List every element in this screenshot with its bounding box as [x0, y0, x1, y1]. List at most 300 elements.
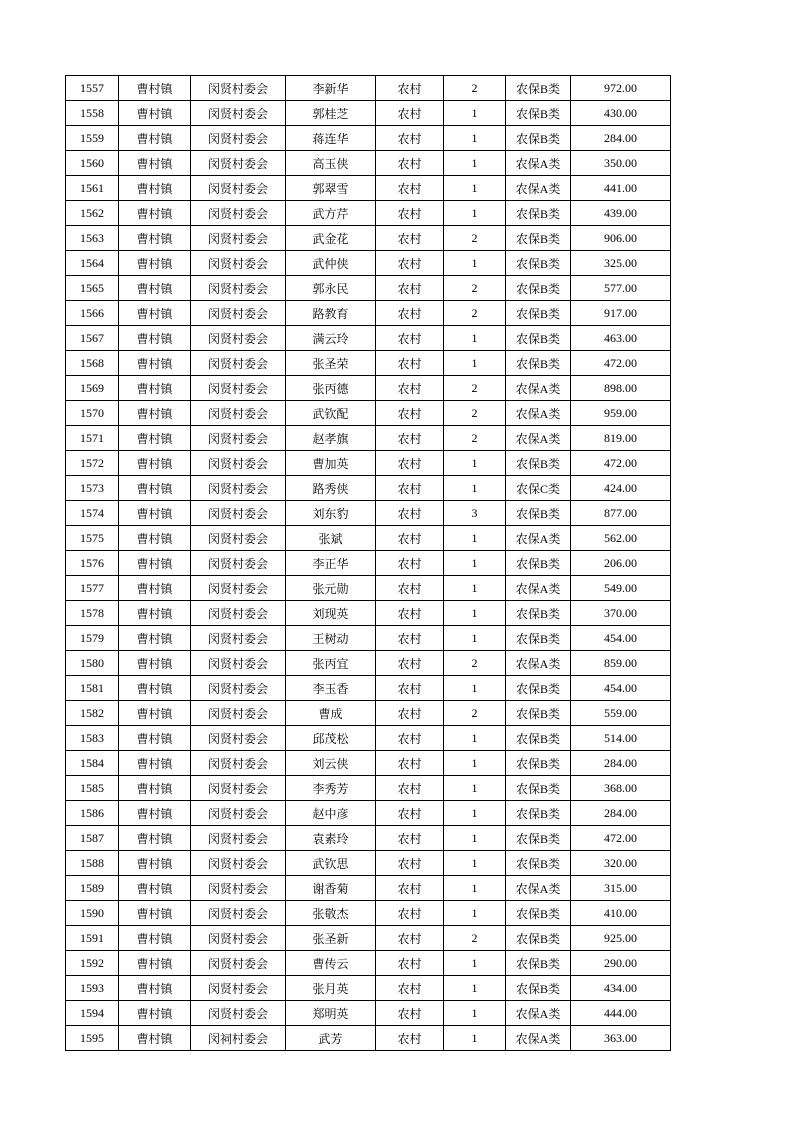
cell-town: 曹村镇 — [119, 501, 191, 526]
cell-serial: 1587 — [66, 826, 119, 851]
cell-name: 赵孝旗 — [286, 426, 376, 451]
cell-town: 曹村镇 — [119, 651, 191, 676]
cell-count: 1 — [444, 126, 506, 151]
cell-serial: 1557 — [66, 76, 119, 101]
cell-name: 邱茂松 — [286, 726, 376, 751]
cell-count: 2 — [444, 426, 506, 451]
cell-name: 郑明英 — [286, 1001, 376, 1026]
cell-serial: 1574 — [66, 501, 119, 526]
cell-town: 曹村镇 — [119, 926, 191, 951]
cell-name: 曹加英 — [286, 451, 376, 476]
cell-amount: 284.00 — [571, 126, 671, 151]
cell-town: 曹村镇 — [119, 801, 191, 826]
cell-name: 张圣新 — [286, 926, 376, 951]
cell-serial: 1578 — [66, 601, 119, 626]
cell-insurance-type: 农保A类 — [506, 526, 571, 551]
cell-serial: 1580 — [66, 651, 119, 676]
cell-name: 张斌 — [286, 526, 376, 551]
cell-count: 1 — [444, 851, 506, 876]
cell-town: 曹村镇 — [119, 701, 191, 726]
cell-category: 农村 — [376, 451, 444, 476]
cell-village-committee: 闵贤村委会 — [191, 951, 286, 976]
cell-category: 农村 — [376, 801, 444, 826]
cell-town: 曹村镇 — [119, 901, 191, 926]
cell-village-committee: 闵贤村委会 — [191, 976, 286, 1001]
cell-count: 2 — [444, 701, 506, 726]
cell-amount: 434.00 — [571, 976, 671, 1001]
table-row — [66, 151, 671, 176]
cell-village-committee: 闵贤村委会 — [191, 851, 286, 876]
table-row — [66, 201, 671, 226]
cell-category: 农村 — [376, 526, 444, 551]
table-row — [66, 351, 671, 376]
cell-town: 曹村镇 — [119, 176, 191, 201]
cell-village-committee: 闵贤村委会 — [191, 676, 286, 701]
cell-amount: 454.00 — [571, 626, 671, 651]
cell-insurance-type: 农保B类 — [506, 601, 571, 626]
cell-category: 农村 — [376, 901, 444, 926]
cell-count: 1 — [444, 576, 506, 601]
cell-town: 曹村镇 — [119, 776, 191, 801]
table-row — [66, 926, 671, 951]
cell-category: 农村 — [376, 376, 444, 401]
cell-count: 1 — [444, 601, 506, 626]
cell-town: 曹村镇 — [119, 1001, 191, 1026]
table-row — [66, 676, 671, 701]
cell-count: 1 — [444, 801, 506, 826]
cell-name: 高玉侠 — [286, 151, 376, 176]
table-row — [66, 326, 671, 351]
cell-serial: 1589 — [66, 876, 119, 901]
cell-amount: 925.00 — [571, 926, 671, 951]
cell-serial: 1569 — [66, 376, 119, 401]
cell-count: 1 — [444, 201, 506, 226]
cell-village-committee: 闵贤村委会 — [191, 476, 286, 501]
cell-amount: 562.00 — [571, 526, 671, 551]
cell-insurance-type: 农保B类 — [506, 201, 571, 226]
cell-town: 曹村镇 — [119, 126, 191, 151]
cell-category: 农村 — [376, 1001, 444, 1026]
table-row — [66, 276, 671, 301]
cell-name: 曹成 — [286, 701, 376, 726]
cell-amount: 972.00 — [571, 76, 671, 101]
cell-serial: 1586 — [66, 801, 119, 826]
cell-village-committee: 闵贤村委会 — [191, 901, 286, 926]
table-row — [66, 601, 671, 626]
table-row — [66, 501, 671, 526]
cell-name: 满云玲 — [286, 326, 376, 351]
cell-count: 1 — [444, 901, 506, 926]
cell-category: 农村 — [376, 276, 444, 301]
cell-insurance-type: 农保A类 — [506, 876, 571, 901]
cell-count: 1 — [444, 451, 506, 476]
cell-amount: 877.00 — [571, 501, 671, 526]
cell-village-committee: 闵贤村委会 — [191, 651, 286, 676]
cell-count: 1 — [444, 776, 506, 801]
cell-name: 曹传云 — [286, 951, 376, 976]
cell-name: 郭翠雪 — [286, 176, 376, 201]
cell-category: 农村 — [376, 401, 444, 426]
table-row — [66, 426, 671, 451]
cell-name: 张敬杰 — [286, 901, 376, 926]
cell-insurance-type: 农保B类 — [506, 126, 571, 151]
cell-amount: 819.00 — [571, 426, 671, 451]
cell-name: 张丙宜 — [286, 651, 376, 676]
cell-category: 农村 — [376, 126, 444, 151]
cell-insurance-type: 农保B类 — [506, 501, 571, 526]
table-row — [66, 776, 671, 801]
cell-name: 刘云侠 — [286, 751, 376, 776]
table-row — [66, 526, 671, 551]
table-row — [66, 401, 671, 426]
cell-amount: 577.00 — [571, 276, 671, 301]
cell-name: 武钦思 — [286, 851, 376, 876]
cell-amount: 859.00 — [571, 651, 671, 676]
cell-town: 曹村镇 — [119, 251, 191, 276]
cell-count: 1 — [444, 251, 506, 276]
cell-insurance-type: 农保A类 — [506, 651, 571, 676]
table-row — [66, 901, 671, 926]
cell-village-committee: 闵贤村委会 — [191, 451, 286, 476]
cell-village-committee: 闵贤村委会 — [191, 276, 286, 301]
cell-amount: 350.00 — [571, 151, 671, 176]
cell-insurance-type: 农保A类 — [506, 401, 571, 426]
cell-town: 曹村镇 — [119, 101, 191, 126]
cell-amount: 444.00 — [571, 1001, 671, 1026]
cell-insurance-type: 农保B类 — [506, 776, 571, 801]
cell-insurance-type: 农保B类 — [506, 976, 571, 1001]
cell-category: 农村 — [376, 951, 444, 976]
cell-category: 农村 — [376, 876, 444, 901]
cell-village-committee: 闵贤村委会 — [191, 526, 286, 551]
cell-serial: 1585 — [66, 776, 119, 801]
cell-amount: 454.00 — [571, 676, 671, 701]
cell-insurance-type: 农保B类 — [506, 951, 571, 976]
table-row — [66, 126, 671, 151]
cell-name: 李正华 — [286, 551, 376, 576]
cell-serial: 1566 — [66, 301, 119, 326]
table-row — [66, 876, 671, 901]
cell-insurance-type: 农保A类 — [506, 426, 571, 451]
cell-insurance-type: 农保B类 — [506, 276, 571, 301]
cell-name: 武芳 — [286, 1026, 376, 1051]
cell-town: 曹村镇 — [119, 526, 191, 551]
cell-amount: 424.00 — [571, 476, 671, 501]
table-row — [66, 1026, 671, 1051]
cell-town: 曹村镇 — [119, 201, 191, 226]
cell-amount: 315.00 — [571, 876, 671, 901]
table-row — [66, 301, 671, 326]
cell-category: 农村 — [376, 151, 444, 176]
table-row — [66, 751, 671, 776]
cell-amount: 549.00 — [571, 576, 671, 601]
cell-village-committee: 闵贤村委会 — [191, 826, 286, 851]
benefits-table — [65, 75, 671, 1051]
cell-village-committee: 闵贤村委会 — [191, 726, 286, 751]
cell-amount: 410.00 — [571, 901, 671, 926]
cell-insurance-type: 农保A类 — [506, 576, 571, 601]
cell-count: 1 — [444, 551, 506, 576]
cell-category: 农村 — [376, 576, 444, 601]
cell-category: 农村 — [376, 1026, 444, 1051]
cell-name: 郭桂芝 — [286, 101, 376, 126]
cell-category: 农村 — [376, 726, 444, 751]
cell-town: 曹村镇 — [119, 951, 191, 976]
cell-serial: 1558 — [66, 101, 119, 126]
cell-serial: 1560 — [66, 151, 119, 176]
cell-town: 曹村镇 — [119, 726, 191, 751]
table-row — [66, 476, 671, 501]
table-row — [66, 101, 671, 126]
cell-amount: 284.00 — [571, 801, 671, 826]
cell-town: 曹村镇 — [119, 276, 191, 301]
cell-count: 3 — [444, 501, 506, 526]
cell-serial: 1571 — [66, 426, 119, 451]
cell-count: 1 — [444, 526, 506, 551]
cell-village-committee: 闵贤村委会 — [191, 226, 286, 251]
cell-insurance-type: 农保A类 — [506, 1026, 571, 1051]
cell-name: 王树动 — [286, 626, 376, 651]
cell-serial: 1590 — [66, 901, 119, 926]
cell-count: 1 — [444, 951, 506, 976]
cell-count: 1 — [444, 751, 506, 776]
cell-count: 1 — [444, 176, 506, 201]
cell-name: 李秀芳 — [286, 776, 376, 801]
cell-town: 曹村镇 — [119, 626, 191, 651]
cell-serial: 1593 — [66, 976, 119, 1001]
cell-name: 张月英 — [286, 976, 376, 1001]
cell-town: 曹村镇 — [119, 451, 191, 476]
cell-insurance-type: 农保B类 — [506, 726, 571, 751]
cell-village-committee: 闵贤村委会 — [191, 76, 286, 101]
table-row — [66, 951, 671, 976]
cell-village-committee: 闵贤村委会 — [191, 576, 286, 601]
cell-amount: 906.00 — [571, 226, 671, 251]
cell-category: 农村 — [376, 501, 444, 526]
cell-name: 路教育 — [286, 301, 376, 326]
cell-serial: 1577 — [66, 576, 119, 601]
cell-insurance-type: 农保B类 — [506, 626, 571, 651]
table-row — [66, 176, 671, 201]
cell-serial: 1562 — [66, 201, 119, 226]
cell-town: 曹村镇 — [119, 326, 191, 351]
cell-count: 2 — [444, 301, 506, 326]
cell-insurance-type: 农保B类 — [506, 451, 571, 476]
cell-serial: 1583 — [66, 726, 119, 751]
cell-village-committee: 闵贤村委会 — [191, 301, 286, 326]
cell-serial: 1564 — [66, 251, 119, 276]
table-row — [66, 976, 671, 1001]
cell-town: 曹村镇 — [119, 476, 191, 501]
table-row — [66, 651, 671, 676]
cell-count: 2 — [444, 276, 506, 301]
cell-category: 农村 — [376, 701, 444, 726]
cell-town: 曹村镇 — [119, 876, 191, 901]
cell-village-committee: 闵贤村委会 — [191, 351, 286, 376]
cell-count: 1 — [444, 101, 506, 126]
cell-village-committee: 闵贤村委会 — [191, 776, 286, 801]
cell-category: 农村 — [376, 326, 444, 351]
cell-insurance-type: 农保C类 — [506, 476, 571, 501]
table-row — [66, 576, 671, 601]
cell-amount: 472.00 — [571, 826, 671, 851]
cell-insurance-type: 农保A类 — [506, 1001, 571, 1026]
cell-insurance-type: 农保B类 — [506, 101, 571, 126]
cell-amount: 368.00 — [571, 776, 671, 801]
cell-count: 2 — [444, 401, 506, 426]
cell-serial: 1591 — [66, 926, 119, 951]
cell-category: 农村 — [376, 776, 444, 801]
cell-category: 农村 — [376, 301, 444, 326]
cell-count: 1 — [444, 826, 506, 851]
cell-amount: 284.00 — [571, 751, 671, 776]
cell-village-committee: 闵贤村委会 — [191, 801, 286, 826]
cell-count: 1 — [444, 326, 506, 351]
cell-serial: 1576 — [66, 551, 119, 576]
cell-count: 1 — [444, 151, 506, 176]
cell-name: 谢香菊 — [286, 876, 376, 901]
cell-village-committee: 闵贤村委会 — [191, 376, 286, 401]
cell-town: 曹村镇 — [119, 1026, 191, 1051]
table-row — [66, 726, 671, 751]
cell-amount: 959.00 — [571, 401, 671, 426]
cell-town: 曹村镇 — [119, 751, 191, 776]
cell-name: 袁素玲 — [286, 826, 376, 851]
cell-amount: 320.00 — [571, 851, 671, 876]
cell-serial: 1573 — [66, 476, 119, 501]
cell-insurance-type: 农保A类 — [506, 176, 571, 201]
cell-village-committee: 闵贤村委会 — [191, 176, 286, 201]
cell-count: 1 — [444, 726, 506, 751]
cell-amount: 472.00 — [571, 351, 671, 376]
cell-town: 曹村镇 — [119, 576, 191, 601]
cell-insurance-type: 农保B类 — [506, 226, 571, 251]
cell-amount: 439.00 — [571, 201, 671, 226]
cell-village-committee: 闵贤村委会 — [191, 251, 286, 276]
cell-category: 农村 — [376, 626, 444, 651]
cell-town: 曹村镇 — [119, 976, 191, 1001]
cell-insurance-type: 农保A类 — [506, 376, 571, 401]
cell-category: 农村 — [376, 351, 444, 376]
cell-town: 曹村镇 — [119, 551, 191, 576]
cell-name: 蒋连华 — [286, 126, 376, 151]
cell-village-committee: 闵贤村委会 — [191, 701, 286, 726]
cell-category: 农村 — [376, 601, 444, 626]
cell-town: 曹村镇 — [119, 401, 191, 426]
cell-count: 1 — [444, 626, 506, 651]
cell-serial: 1567 — [66, 326, 119, 351]
cell-serial: 1572 — [66, 451, 119, 476]
cell-amount: 430.00 — [571, 101, 671, 126]
cell-name: 张元勋 — [286, 576, 376, 601]
cell-town: 曹村镇 — [119, 301, 191, 326]
cell-town: 曹村镇 — [119, 826, 191, 851]
cell-town: 曹村镇 — [119, 601, 191, 626]
cell-amount: 290.00 — [571, 951, 671, 976]
cell-village-committee: 闵贤村委会 — [191, 326, 286, 351]
cell-insurance-type: 农保B类 — [506, 326, 571, 351]
cell-serial: 1563 — [66, 226, 119, 251]
cell-count: 1 — [444, 351, 506, 376]
cell-category: 农村 — [376, 201, 444, 226]
cell-serial: 1568 — [66, 351, 119, 376]
cell-name: 路秀侠 — [286, 476, 376, 501]
cell-town: 曹村镇 — [119, 151, 191, 176]
cell-insurance-type: 农保B类 — [506, 826, 571, 851]
cell-serial: 1570 — [66, 401, 119, 426]
cell-village-committee: 闵祠村委会 — [191, 1026, 286, 1051]
cell-name: 张圣荣 — [286, 351, 376, 376]
cell-category: 农村 — [376, 76, 444, 101]
cell-category: 农村 — [376, 926, 444, 951]
cell-village-committee: 闵贤村委会 — [191, 926, 286, 951]
table-row — [66, 801, 671, 826]
cell-category: 农村 — [376, 551, 444, 576]
cell-town: 曹村镇 — [119, 676, 191, 701]
cell-village-committee: 闵贤村委会 — [191, 151, 286, 176]
cell-count: 2 — [444, 651, 506, 676]
cell-count: 1 — [444, 1001, 506, 1026]
cell-count: 2 — [444, 226, 506, 251]
cell-amount: 514.00 — [571, 726, 671, 751]
cell-category: 农村 — [376, 226, 444, 251]
table-row — [66, 826, 671, 851]
table-row — [66, 251, 671, 276]
table-row — [66, 76, 671, 101]
cell-amount: 472.00 — [571, 451, 671, 476]
cell-amount: 463.00 — [571, 326, 671, 351]
cell-count: 1 — [444, 976, 506, 1001]
cell-town: 曹村镇 — [119, 226, 191, 251]
table-row — [66, 376, 671, 401]
cell-serial: 1582 — [66, 701, 119, 726]
cell-count: 1 — [444, 876, 506, 901]
cell-insurance-type: 农保B类 — [506, 76, 571, 101]
table-row — [66, 451, 671, 476]
cell-serial: 1579 — [66, 626, 119, 651]
cell-village-committee: 闵贤村委会 — [191, 601, 286, 626]
cell-category: 农村 — [376, 101, 444, 126]
cell-town: 曹村镇 — [119, 376, 191, 401]
table-body — [66, 76, 671, 1051]
cell-amount: 206.00 — [571, 551, 671, 576]
cell-insurance-type: 农保B类 — [506, 801, 571, 826]
table-row — [66, 701, 671, 726]
cell-serial: 1594 — [66, 1001, 119, 1026]
cell-name: 刘现英 — [286, 601, 376, 626]
cell-village-committee: 闵贤村委会 — [191, 126, 286, 151]
cell-category: 农村 — [376, 976, 444, 1001]
cell-village-committee: 闵贤村委会 — [191, 501, 286, 526]
cell-category: 农村 — [376, 751, 444, 776]
cell-village-committee: 闵贤村委会 — [191, 626, 286, 651]
cell-amount: 441.00 — [571, 176, 671, 201]
cell-town: 曹村镇 — [119, 76, 191, 101]
cell-village-committee: 闵贤村委会 — [191, 101, 286, 126]
cell-insurance-type: 农保B类 — [506, 926, 571, 951]
cell-amount: 917.00 — [571, 301, 671, 326]
cell-town: 曹村镇 — [119, 351, 191, 376]
cell-village-committee: 闵贤村委会 — [191, 876, 286, 901]
cell-category: 农村 — [376, 826, 444, 851]
cell-serial: 1584 — [66, 751, 119, 776]
cell-name: 武金花 — [286, 226, 376, 251]
cell-insurance-type: 农保B类 — [506, 901, 571, 926]
cell-amount: 898.00 — [571, 376, 671, 401]
cell-name: 李新华 — [286, 76, 376, 101]
cell-amount: 559.00 — [571, 701, 671, 726]
cell-serial: 1595 — [66, 1026, 119, 1051]
